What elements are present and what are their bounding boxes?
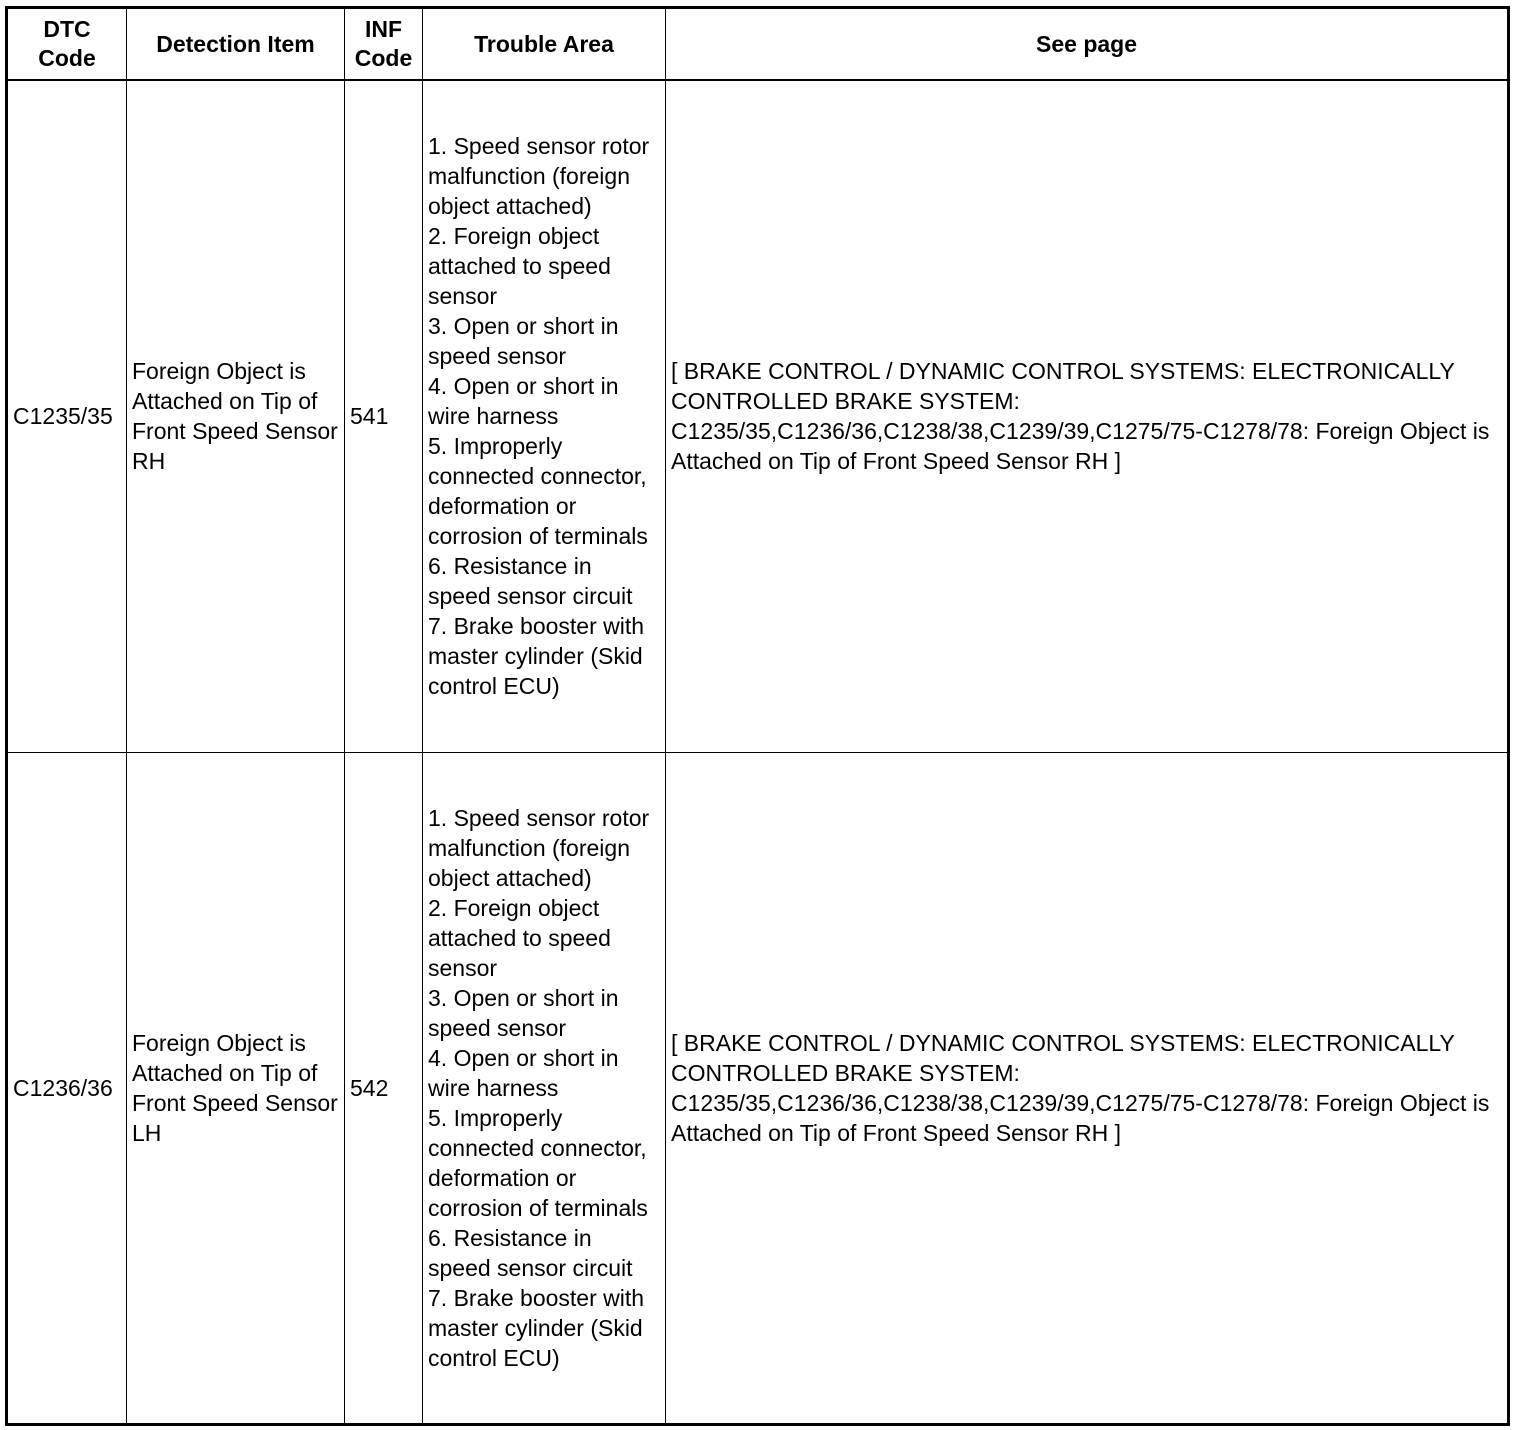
table-header-row bbox=[7, 8, 1509, 81]
header-trouble-area: Trouble Area bbox=[423, 8, 666, 81]
trouble-item: 7. Brake booster with master cylinder (Skid control ECU) bbox=[428, 1284, 645, 1371]
trouble-item: 3. Open or short in speed sensor bbox=[428, 984, 619, 1041]
see-page-link[interactable]: [ BRAKE CONTROL / DYNAMIC CONTROL SYSTEMS: ELECTRONICALLY CONTROLLED BRAKE SYSTEM: C1235/35,C1236/36,C1238/38,C1239/39,C1275/75-C1278/78: Foreign Object is Attached on Tip of Front Speed Sensor RH ] bbox=[666, 80, 1509, 752]
trouble-item: 7. Brake booster with master cylinder (Skid control ECU) bbox=[428, 613, 645, 700]
trouble-item: 4. Open or short in wire harness bbox=[428, 373, 619, 430]
trouble-area-cell bbox=[423, 752, 666, 1424]
detection-item-cell: Foreign Object is Attached on Tip of Front Speed Sensor LH bbox=[127, 752, 345, 1424]
trouble-item: 5. Improperly connected connector, deformation or corrosion of terminals bbox=[428, 433, 648, 550]
dtc-code-cell: C1235/35 bbox=[7, 80, 127, 752]
trouble-item: 5. Improperly connected connector, deformation or corrosion of terminals bbox=[428, 1104, 648, 1221]
detection-item-cell: Foreign Object is Attached on Tip of Front Speed Sensor RH bbox=[127, 80, 345, 752]
header-detection-item: Detection Item bbox=[127, 8, 345, 81]
header-inf-code bbox=[345, 8, 423, 81]
table-row bbox=[7, 752, 1509, 1424]
trouble-area-cell bbox=[423, 80, 666, 752]
trouble-item: 1. Speed sensor rotor malfunction (foreign object attached) bbox=[428, 133, 650, 220]
header-inf-line2: Code bbox=[354, 45, 413, 71]
trouble-item: 1. Speed sensor rotor malfunction (foreign object attached) bbox=[428, 804, 650, 891]
header-dtc-line1: DTC bbox=[43, 16, 91, 42]
table-row bbox=[7, 80, 1509, 752]
inf-code-cell: 542 bbox=[345, 752, 423, 1424]
dtc-code-cell: C1236/36 bbox=[7, 752, 127, 1424]
header-inf-line1: INF bbox=[364, 16, 403, 42]
header-dtc-line2: Code bbox=[38, 45, 96, 71]
see-page-link[interactable]: [ BRAKE CONTROL / DYNAMIC CONTROL SYSTEMS: ELECTRONICALLY CONTROLLED BRAKE SYSTEM: C1235/35,C1236/36,C1238/38,C1239/39,C1275/75-C1278/78: Foreign Object is Attached on Tip of Front Speed Sensor RH ] bbox=[666, 752, 1509, 1424]
trouble-item: 4. Open or short in wire harness bbox=[428, 1044, 619, 1101]
trouble-item: 2. Foreign object attached to speed sensor bbox=[428, 223, 611, 310]
trouble-item: 6. Resistance in speed sensor circuit bbox=[428, 553, 633, 610]
dtc-table bbox=[5, 6, 1510, 1426]
trouble-item: 3. Open or short in speed sensor bbox=[428, 313, 619, 370]
header-see-page: See page bbox=[666, 8, 1509, 81]
trouble-item: 2. Foreign object attached to speed sensor bbox=[428, 894, 611, 981]
inf-code-cell: 541 bbox=[345, 80, 423, 752]
trouble-item: 6. Resistance in speed sensor circuit bbox=[428, 1224, 633, 1281]
header-dtc-code bbox=[7, 8, 127, 81]
